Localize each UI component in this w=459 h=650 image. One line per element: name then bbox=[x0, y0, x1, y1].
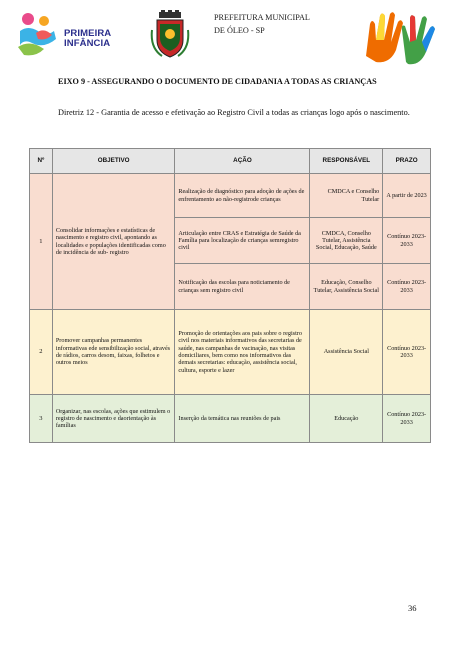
row-deadline: Contínuo 2023-2033 bbox=[383, 310, 431, 395]
header-action: AÇÃO bbox=[175, 149, 310, 174]
page-number: 36 bbox=[408, 603, 417, 613]
row-deadline: Contínuo 2023-2033 bbox=[383, 218, 431, 264]
section-title: EIXO 9 - ASSEGURANDO O DOCUMENTO DE CIDADANIA A TODAS AS CRIANÇAS bbox=[58, 77, 377, 86]
row-deadline: Contínuo 2023-2033 bbox=[383, 395, 431, 443]
row-deadline: A partir de 2023 bbox=[383, 174, 431, 218]
header-responsible: RESPONSÁVEL bbox=[310, 149, 383, 174]
action-plan-table bbox=[29, 148, 431, 443]
header-deadline: PRAZO bbox=[383, 149, 431, 174]
row-number: 1 bbox=[30, 174, 53, 310]
row-action: Promoção de orientações aos pais sobre o registro civil nos materiais informativos das secretarias de saúde, nas campanhas de vacinação, nas visitas domiciliares, bem como nos informativos das demais secretarias: educação, assistência social, cultura, esporte e lazer bbox=[175, 310, 310, 395]
header-objective: OBJETIVO bbox=[52, 149, 175, 174]
logo-line-1: PRIMEIRA bbox=[64, 28, 112, 39]
row-objective: Promover campanhas permanentes informativas ede sensibilização social, através de rádios, carros desom, faixas, folhetos e outros meios bbox=[52, 310, 175, 395]
row-responsible: Educação, Conselho Tutelar, Assistência Social bbox=[310, 264, 383, 310]
diretriz-text: Diretriz 12 - Garantia de acesso e efetivação ao Registro Civil a todas as crianças logo após o nascimento. bbox=[58, 108, 410, 117]
row-number: 3 bbox=[30, 395, 53, 443]
row-objective: Consolidar informações e estatísticas de nascimento e registro civil, apontando as localidades e populações identificadas como de incidência de sub- registro bbox=[52, 174, 175, 310]
row-action: Inserção da temática nas reuniões de pais bbox=[175, 395, 310, 443]
table-header-row bbox=[30, 149, 431, 174]
row-objective: Organizar, nas escolas, ações que estimulem o registro de nascimento e daorientação às famílias bbox=[52, 395, 175, 443]
child-figure-icon bbox=[14, 9, 62, 59]
row-responsible: CMDCA, Conselho Tutelar, Assistência Social, Educação, Saúde bbox=[310, 218, 383, 264]
row-responsible: Assistência Social bbox=[310, 310, 383, 395]
municipal-crest-icon bbox=[150, 10, 190, 60]
row-responsible: Educação bbox=[310, 395, 383, 443]
row-action: Articulação entre CRAS e Estratégia de Saúde da Família para localização de crianças semregistro civil bbox=[175, 218, 310, 264]
header-number: Nº bbox=[30, 149, 53, 174]
page-header bbox=[0, 0, 459, 70]
row-responsible: CMDCA e Conselho Tutelar bbox=[310, 174, 383, 218]
table-row bbox=[30, 310, 431, 395]
row-deadline: Contínuo 2023-2033 bbox=[383, 264, 431, 310]
header-title-line-2: DE ÓLEO - SP bbox=[214, 25, 265, 35]
row-number: 2 bbox=[30, 310, 53, 395]
table-row bbox=[30, 174, 431, 218]
logo-wordmark bbox=[64, 29, 111, 48]
primeira-infancia-logo bbox=[14, 9, 126, 59]
row-action: Realização de diagnóstico para adoção de ações de enfrentamento ao não-registrode crianças bbox=[175, 174, 310, 218]
row-action: Notificação das escolas para noticiamento de crianças sem registro civil bbox=[175, 264, 310, 310]
painted-hands-icon bbox=[360, 6, 442, 66]
header-title bbox=[214, 12, 310, 37]
table-row bbox=[30, 395, 431, 443]
header-title-line-1: PREFEITURA MUNICIPAL bbox=[214, 13, 310, 22]
logo-line-2: INFÂNCIA bbox=[64, 37, 111, 49]
